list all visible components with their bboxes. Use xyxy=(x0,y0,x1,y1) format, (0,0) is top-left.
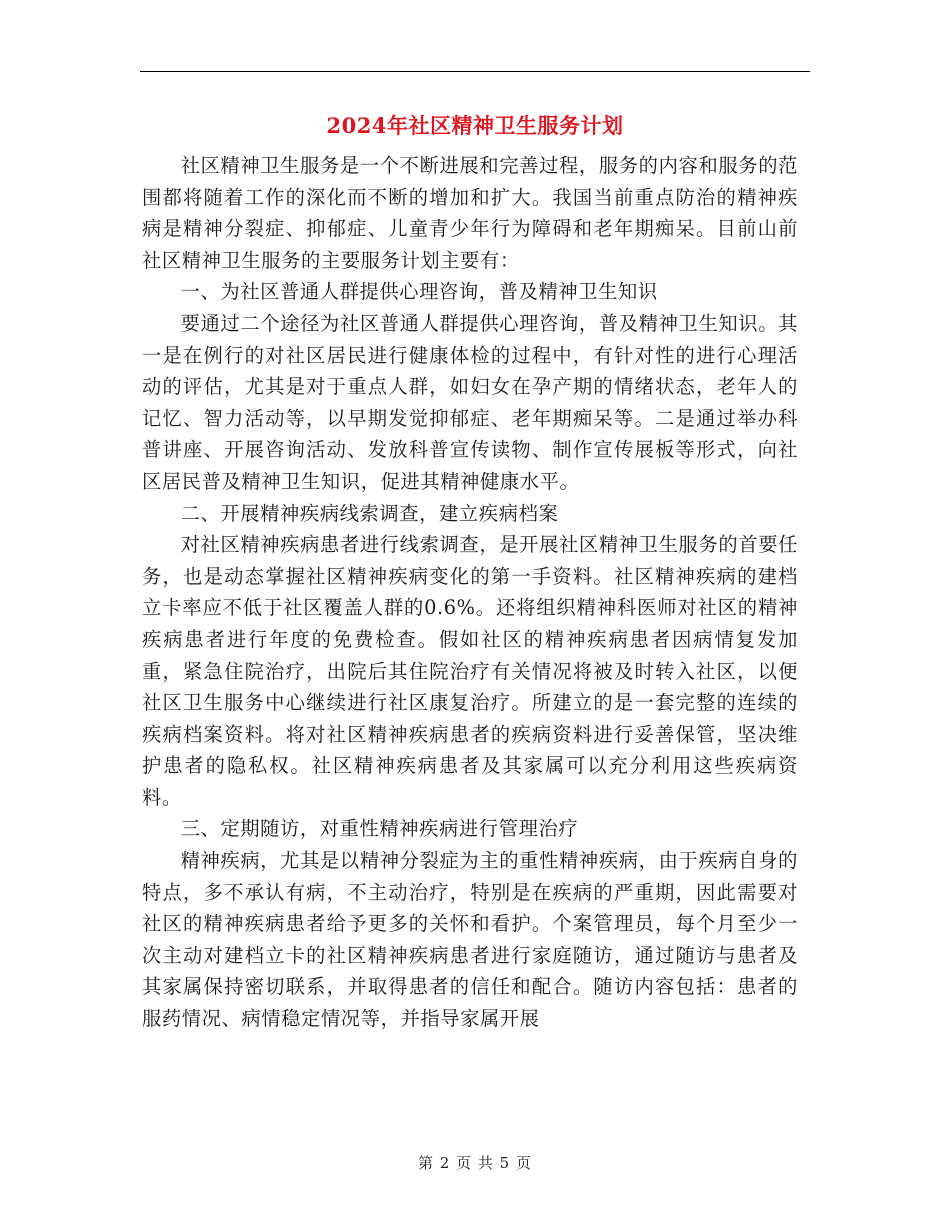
header-rule xyxy=(140,71,810,72)
document-body xyxy=(142,150,798,1035)
page-number-footer: 第 2 页 共 5 页 xyxy=(418,1154,532,1172)
intro-paragraph: 社区精神卫生服务是一个不断进展和完善过程，服务的内容和服务的范围都将随着工作的深化而不断的增加和扩大。我国当前重点防治的精神疾病是精神分裂症、抑郁症、儿童青少年行为障碍和老年期痴呆。目前山前社区精神卫生服务的主要服务计划主要有： xyxy=(142,154,798,272)
section-paragraph-3: 精神疾病，尤其是以精神分裂症为主的重性精神疾病，由于疾病自身的特点，多不承认有病，不主动治疗，特别是在疾病的严重期，因此需要对社区的精神疾病患者给予更多的关怀和看护。个案管理员，每个月至少一次主动对建档立卡的社区精神疾病患者进行家庭随访，通过随访与患者及其家属保持密切联系，并取得患者的信任和配合。随访内容包括：患者的服药情况、病情稳定情况等，并指导家属开展 xyxy=(142,849,798,1031)
document-title: 2024年社区精神卫生服务计划 xyxy=(326,113,624,138)
section-heading-1: 一、为社区普通人群提供心理咨询，普及精神卫生知识 xyxy=(180,280,658,304)
section-paragraph-2: 对社区精神疾病患者进行线索调查，是开展社区精神卫生服务的首要任务，也是动态掌握社区精神疾病变化的第一手资料。社区精神疾病的建档立卡率应不低于社区覆盖人群的0.6%。还将组织精神科医师对社区的精神疾病患者进行年度的免费检查。假如社区的精神疾病患者因病情复发加重，紧急住院治疗，出院后其住院治疗有关情况将被及时转入社区，以便社区卫生服务中心继续进行社区康复治疗。所建立的是一套完整的连续的疾病档案资料。将对社区精神疾病患者的疾病资料进行妥善保管，坚决维护患者的隐私权。社区精神疾病患者及其家属可以充分利用这些疾病资料。 xyxy=(142,533,798,809)
section-heading-3: 三、定期随访，对重性精神疾病进行管理治疗 xyxy=(180,817,579,841)
section-heading-2: 二、开展精神疾病线索调查，建立疾病档案 xyxy=(180,501,559,525)
section-paragraph-1: 要通过二个途径为社区普通人群提供心理咨询，普及精神卫生知识。其一是在例行的对社区居民进行健康体检的过程中，有针对性的进行心理活动的评估，尤其是对于重点人群，如妇女在孕产期的情绪状态，老年人的记忆、智力活动等，以早期发觉抑郁症、老年期痴呆等。二是通过举办科普讲座、开展咨询活动、发放科普宣传读物、制作宣传展板等形式，向社区居民普及精神卫生知识，促进其精神健康水平。 xyxy=(142,311,798,493)
